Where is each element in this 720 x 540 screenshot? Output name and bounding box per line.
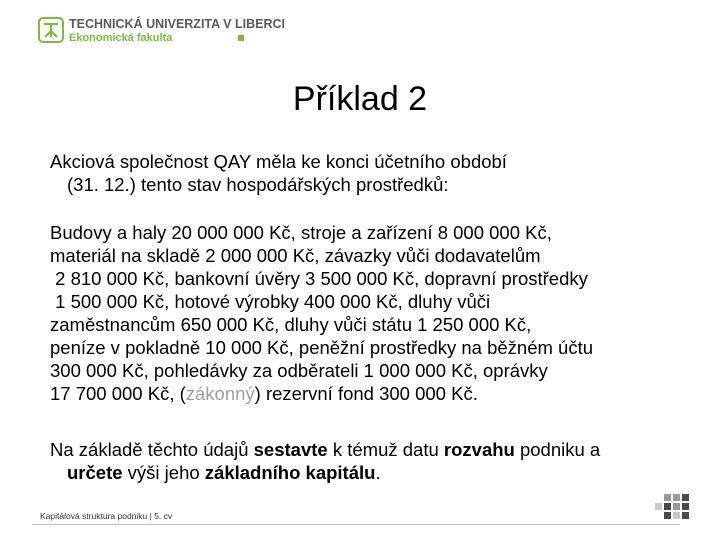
task-keyword: určete: [67, 462, 123, 483]
footer-divider: [32, 524, 680, 525]
body-line: [50, 382, 593, 405]
body-text-highlight: zákonný: [185, 383, 255, 404]
task-text: podniku a: [514, 439, 601, 460]
brand-square: [238, 35, 244, 41]
body-line: peníze v pokladně 10 000 Kč, peněžní prostředky na běžném účtu: [50, 337, 594, 358]
body-line: zaměstnancům 650 000 Kč, dluhy vůči státu 1 250 000 Kč,: [50, 314, 532, 335]
body-line: Budovy a haly 20 000 000 Kč, stroje a zařízení 8 000 000 Kč,: [50, 222, 552, 243]
body-line: materiál na skladě 2 000 000 Kč, závazky vůči dodavatelům: [50, 245, 541, 266]
assets-paragraph: [50, 221, 593, 405]
intro-line: (31. 12.) tento stav hospodářských prostředků:: [67, 174, 449, 195]
corner-squares-icon: [652, 494, 696, 524]
university-emblem-icon: [38, 17, 64, 43]
university-logo: [38, 17, 285, 47]
intro-line: Akciová společnost QAY měla ke konci účetního období: [50, 151, 507, 172]
body-line: 2 810 000 Kč, bankovní úvěry 3 500 000 Kč, dopravní prostředky: [50, 268, 588, 289]
footer-text: Kapitálová struktura podniku | 5. cv: [40, 511, 173, 521]
institution-name: TECHNICKÁ UNIVERZITA V LIBERCI: [69, 17, 285, 31]
slide-title-text: Příklad 2: [292, 80, 428, 118]
task-text: .: [375, 462, 381, 483]
task-keyword: sestavte: [253, 439, 328, 460]
task-paragraph: [50, 438, 600, 484]
body-text: ) rezervní fond 300 000 Kč.: [254, 383, 478, 404]
task-keyword: rozvahu: [443, 439, 515, 460]
intro-paragraph: [50, 150, 507, 196]
body-line: 300 000 Kč, pohledávky za odběrateli 1 000 000 Kč, oprávky: [50, 360, 548, 381]
task-keyword: základního kapitálu: [204, 462, 376, 483]
task-text: k témuž datu: [327, 439, 444, 460]
slide-title: [0, 80, 720, 119]
task-text: výši jeho: [122, 462, 205, 483]
body-text: 17 700 000 Kč, (: [50, 383, 186, 404]
task-line: [50, 438, 600, 461]
faculty-name: Ekonomická fakulta: [69, 32, 173, 44]
body-line: 1 500 000 Kč, hotové výrobky 400 000 Kč, dluhy vůči: [50, 291, 491, 312]
task-line: [50, 461, 600, 484]
task-text: Na základě těchto údajů: [50, 439, 254, 460]
